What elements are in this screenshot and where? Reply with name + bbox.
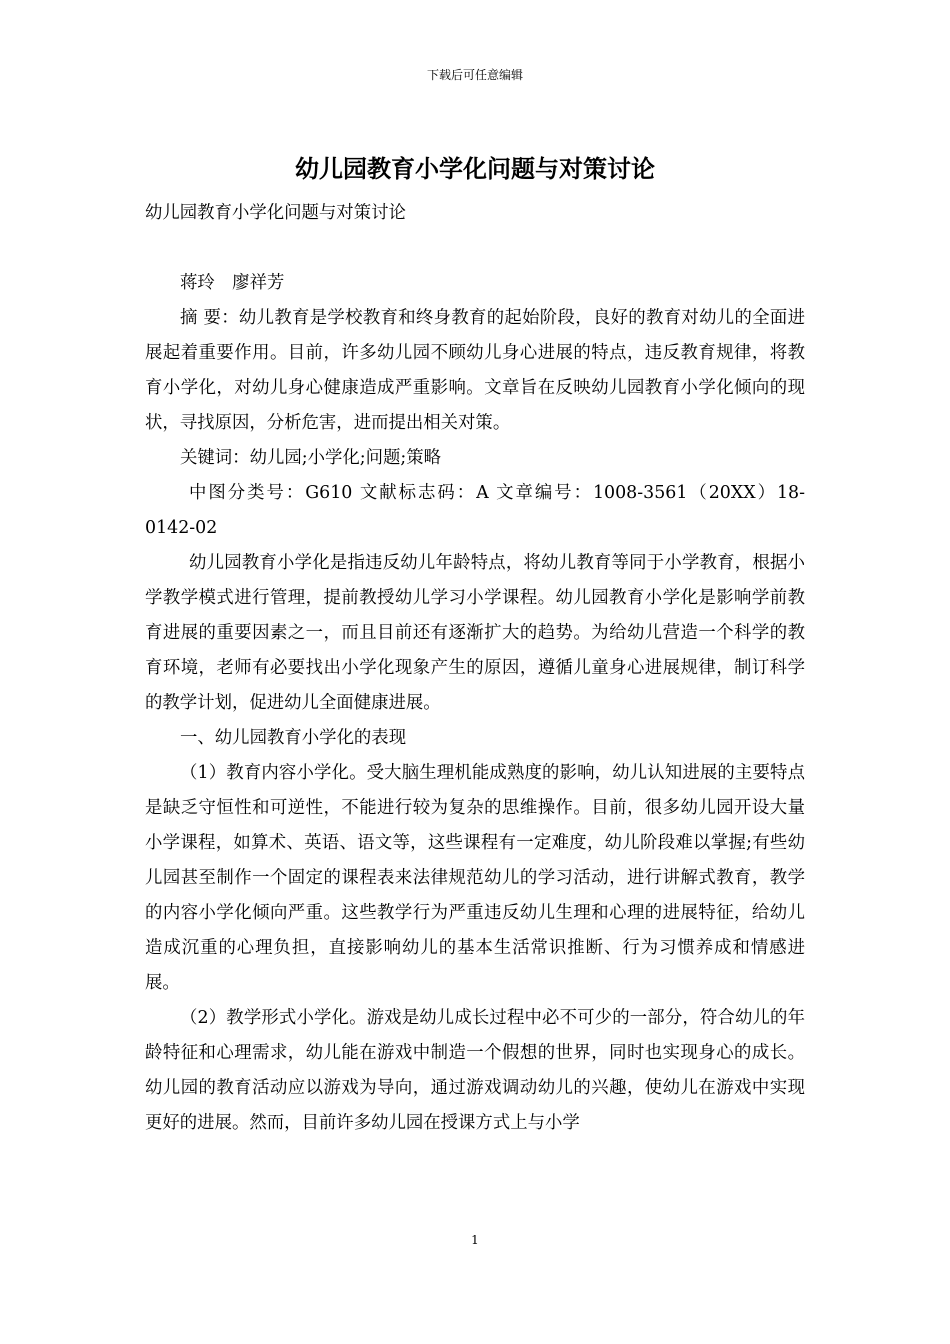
authors: 蒋玲 廖祥芳 (180, 273, 285, 293)
page-number: 1 (471, 1233, 479, 1247)
body-paragraph: （2）教学形式小学化。游戏是幼儿成长过程中必不可少的一部分，符合幼儿的年龄特征和心理需求，幼儿能在游戏中制造一个假想的世界，同时也实现身心的成长。幼儿园的教育活动应以游戏为导向，通过游戏调动幼儿的兴趣，使幼儿在游戏中实现更好的进展。然而，目前许多幼儿园在授课方式上与小学 (145, 1008, 805, 1133)
blank-line (145, 231, 805, 266)
subtitle: 幼儿园教育小学化问题与对策讨论 (145, 203, 406, 223)
page-header: 下载后可任意编辑 (426, 68, 523, 82)
section-heading: 一、幼儿园教育小学化的表现 (180, 728, 407, 748)
classification-info: 中图分类号：G610 文献标志码：A 文章编号：1008-3561（20XX）18-0142-02 (145, 483, 805, 538)
keywords: 关键词：幼儿园;小学化;问题;策略 (180, 448, 442, 468)
abstract-paragraph: 摘 要：幼儿教育是学校教育和终身教育的起始阶段，良好的教育对幼儿的全面进展起着重要作用。目前，许多幼儿园不顾幼儿身心进展的特点，违反教育规律，将教育小学化，对幼儿身心健康造成严重影响。文章旨在反映幼儿园教育小学化倾向的现状，寻找原因，分析危害，进而提出相关对策。 (145, 308, 805, 433)
body-paragraph: （1）教育内容小学化。受大脑生理机能成熟度的影响，幼儿认知进展的主要特点是缺乏守恒性和可逆性，不能进行较为复杂的思维操作。目前，很多幼儿园开设大量小学课程，如算术、英语、语文等，这些课程有一定难度，幼儿阶段难以掌握;有些幼儿园甚至制作一个固定的课程表来法律规范幼儿的学习活动，进行讲解式教育，教学的内容小学化倾向严重。这些教学行为严重违反幼儿生理和心理的进展特征，给幼儿造成沉重的心理负担，直接影响幼儿的基本生活常识推断、行为习惯养成和情感进展。 (145, 763, 805, 993)
intro-paragraph: 幼儿园教育小学化是指违反幼儿年龄特点，将幼儿教育等同于小学教育，根据小学教学模式进行管理，提前教授幼儿学习小学课程。幼儿园教育小学化是影响学前教育进展的重要因素之一，而且目前还有逐渐扩大的趋势。为给幼儿营造一个科学的教育环境，老师有必要找出小学化现象产生的原因，遵循儿童身心进展规律，制订科学的教学计划，促进幼儿全面健康进展。 (145, 553, 805, 713)
document-title: 幼儿园教育小学化问题与对策讨论 (295, 154, 655, 183)
document-body (145, 196, 805, 1141)
